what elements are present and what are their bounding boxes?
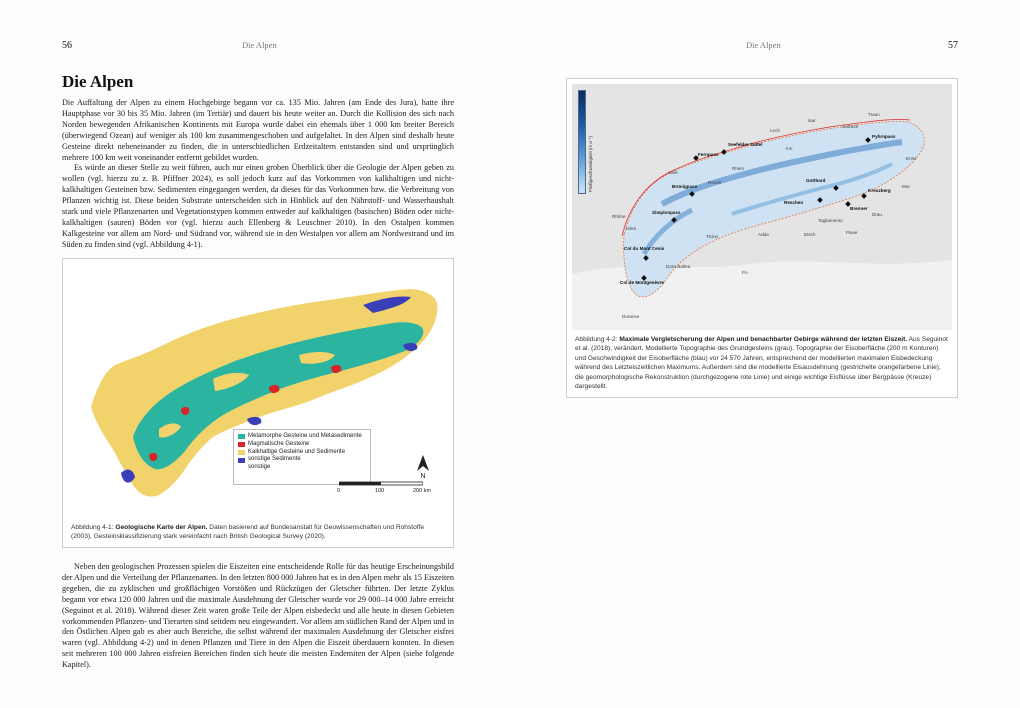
legend-swatch — [238, 442, 245, 447]
map-place-label: Enns — [906, 156, 917, 161]
map-legend — [233, 429, 371, 485]
map-place-label: Rhein — [732, 166, 745, 171]
map-place-label: Lech — [770, 128, 780, 133]
legend-swatch — [238, 458, 245, 463]
page-number-right: 57 — [948, 40, 958, 51]
map-place-label: Aare — [668, 170, 678, 175]
scale-bar — [335, 481, 435, 501]
legend-swatch — [238, 450, 245, 455]
pass-label: Brenner — [850, 206, 868, 211]
map-place-label: Dora Baltea — [666, 264, 691, 269]
pass-label: Brünigpass — [672, 184, 698, 189]
scale-tick: 0 — [337, 488, 341, 494]
map-place-label: Inn — [786, 146, 793, 151]
map-place-label: Tagliamento — [818, 218, 843, 223]
map-place-label: Etsch — [804, 232, 816, 237]
glaciation-figure — [566, 78, 958, 398]
scale-tick: 200 km — [413, 488, 432, 494]
legend-item: sonstige Sedimente — [238, 456, 366, 464]
north-arrow: N — [413, 455, 433, 480]
map-place-label: Salzach — [842, 124, 859, 129]
figure-caption: Abbildung 4-2: Maximale Vergletscherung der Alpen und benachbarter Gebirge während der letzten Eiszeit. Aus Seguinot et al. (2018), verändert. Modellierte Topographie des Grundgesteins (grau), Topographie der Eisoberfläche (200 m Konturen) und Geschwindigkeit der Eisoberfläche (blau) vor 24 570 Jahren, entsprechend der modellierten maximalen Eisbedeckung während des Letzteiszeitlichen Maximums. Außerdem sind die modellierte Eisausdehnung (gestrichelte orangefarbene Linie), die geomorphologische Rekonstruktion (durchgezogene rote Linie) und einige wichtige Eisflüsse über Bergpässe (Kreuze) dargestellt. — [575, 336, 948, 391]
pass-label: Col de Montgenèvre — [620, 280, 664, 285]
paragraph-2: Es würde an dieser Stelle zu weit führen, auch nur einen groben Überblick über die Geologie der Alpen geben zu wollen (vgl. hierzu zu z. B. Pfiffner 2024), es soll jedoch kurz auf das Vorkommen von kalkhaltigen und nicht-kalkhaltigen Gesteinen bzw. Sedimenten eingegangen werden, da dieses für das Vorkommen bzw. die Verbreitung von Pflanzen wichtig ist. Diese beiden Substrate unterscheiden sich in Hinblick auf den Nährstoff- und Wasserhaushalt stark und viele Pflanzenarten und Vegetationstypen kommen entweder auf kalkhaltigen (basischen) Böden oder nicht-kalkhaltigen (sauren) Böden vor (vgl. hierzu auch Ellenberg & Leuschner 2010). In den Ostalpen kommen Kalkgesteine vor allem am Nord- und Südrand vor, während sie in den Westalpen vor allem am Nordwestrand und im Süden zu finden sind (vgl. Abbildung 4-1). — [62, 163, 454, 249]
glaciation-map-graphic — [572, 84, 952, 330]
chapter-title: Die Alpen — [62, 72, 134, 91]
map-place-label: Drau — [872, 212, 882, 217]
second-text — [62, 562, 454, 671]
running-title-right: Die Alpen — [746, 40, 781, 50]
pass-label: Simplonpass — [652, 210, 681, 215]
map-place-label: Traun — [868, 112, 880, 117]
map-place-label: Isar — [808, 118, 816, 123]
paragraph-3: Neben den geologischen Prozessen spielen die Eiszeiten eine entscheidende Rolle für das heutige Erscheinungsbild der Alpen und die Verteilung der Pflanzenarten. In den letzten 800 000 Jahren hat es in den Alpen mehr als 15 Eiszeiten gegeben, die zu zyklischen und großflächigen Vorstößen und Rückzügen der Gletscher führten. Der letzte Zyklus begann vor etwa 120 000 Jahren und die maximale Ausdehnung der Gletscher wurde vor 29 000–14 000 Jahre erreicht (Seguinot et al. 2018). Während dieser Zeit waren große Teile der Alpen eisbedeckt und alle heute in diesen Gebieten vorkommenden Pflanzen- und Tierarten sind seitdem neu eingewandert. Vor allem am südlichen Rand der Alpen und in den Östlichen Alpen gab es aber auch Bereiche, die selbst während der maximalen Ausdehnung der Gletscher eisfrei waren (vgl. Abbildung 4-2) und in denen Pflanzen und Tiere in den Alpen die Eiszeit überdauern konnten. In diesen seit mehreren 100 000 Jahren eisfreien Bereichen finden sich heute die meisten Endemiten der Alpen (siehe folgende Kapitel). — [62, 562, 454, 670]
pass-label: Pyhrnpass — [872, 134, 896, 139]
intro-text — [62, 98, 454, 251]
north-arrow-icon — [416, 455, 430, 471]
running-title-left: Die Alpen — [242, 40, 277, 50]
legend-item: Metamorphe Gesteine und Metasedimente — [238, 433, 366, 441]
other-sediments-area — [247, 417, 261, 425]
map-place-label: Po — [742, 270, 748, 275]
pass-label: Fernpass — [698, 152, 719, 157]
figure-caption: Abbildung 4-1: Geologische Karte der Alpen. Daten basierend auf Bundesanstalt für Geowissenschaften und Rohstoffe (2003), Gesteinsklassifizierung stark vereinfacht nach British Geological Survey (2020). — [71, 524, 424, 541]
pass-label: Seefelder Sattel — [728, 142, 763, 147]
geology-figure — [62, 258, 454, 548]
scale-bar-graphic — [339, 481, 423, 487]
page-number-left: 56 — [62, 40, 72, 51]
colorbar-label: Fließgeschwindigkeit (m a⁻¹) — [588, 136, 593, 192]
map-place-label: Mur — [902, 184, 910, 189]
legend-item: sonstige — [248, 464, 271, 471]
paragraph-1: Die Auffaltung der Alpen zu einem Hochgebirge begann vor ca. 135 Mio. Jahren (am Ende des Jura), hatte ihre Hauptphase vor 30 bis 35 Mio. Jahren (im Tertiär) und dauert bis heute weiter an. Durch die Kollision des sich nach Norden bewegenden Afrikanischen Kontinents mit Europa wurde dabei ein ehemals über 1 000 km breiter Bereich (überwiegend Ozean) auf weniger als 100 km zusammengeschoben und aufgefaltet. In den Alpen sind deshalb heute Gesteine direkt nebeneinander zu finden, die in unterschiedlichen Erdzeitaltern entstanden sind und ursprünglich mehrere 100 km weit voneinander entfernt gebildet wurden. — [62, 98, 454, 162]
right-page — [510, 0, 1020, 708]
scale-tick: 100 — [375, 488, 385, 494]
glaciation-map — [572, 84, 952, 330]
pass-label: Col du Mont Cenis — [624, 246, 665, 251]
map-place-label: Rhône — [612, 214, 626, 219]
map-place-label: Reuss — [708, 180, 722, 185]
map-place-label: Piave — [846, 230, 858, 235]
pass-label: Reschen — [784, 200, 804, 205]
map-place-label: Adda — [758, 232, 769, 237]
pass-label: Gotthard — [806, 178, 826, 183]
legend-swatch — [238, 434, 245, 439]
map-place-label: Isère — [626, 226, 637, 231]
legend-item: Magmatische Gesteine — [238, 441, 366, 449]
map-place-label: Ticino — [706, 234, 719, 239]
legend-item: Kalkhaltige Gesteine und Sedimente — [238, 449, 366, 457]
pass-label: Kreuzberg — [868, 188, 891, 193]
map-place-label: Durance — [622, 314, 640, 319]
velocity-colorbar — [578, 90, 586, 194]
